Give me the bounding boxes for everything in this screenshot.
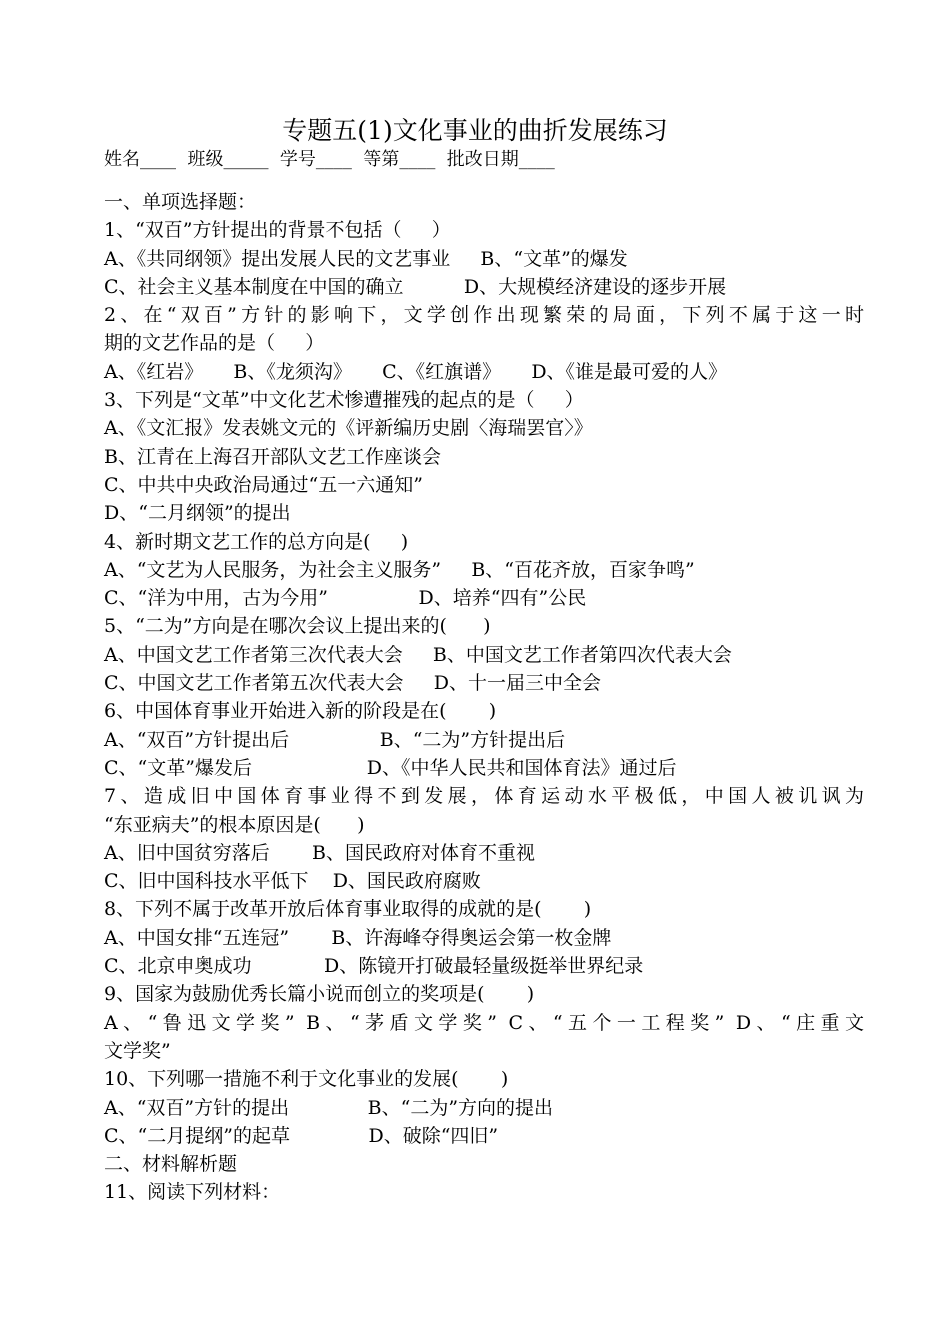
question-2-continued: 期的文艺作品的是（ ） bbox=[104, 332, 325, 355]
question-11: 11、阅读下列材料： bbox=[104, 1181, 281, 1204]
question-4-options-cd: C、“洋为中用，古为今用” D、培养“四有”公民 bbox=[104, 587, 587, 610]
question-8-options-cd: C、北京申奥成功 D、陈镜开打破最轻量级挺举世界纪录 bbox=[104, 955, 644, 978]
question-9-options: A、“鲁迅文学奖” B、“茅盾文学奖” C、“五个一工程奖” D、“庄重文 bbox=[104, 1011, 864, 1034]
question-6: 6、中国体育事业开始进入新的阶段是在( ) bbox=[104, 700, 497, 723]
question-10: 10、下列哪一措施不利于文化事业的发展( ) bbox=[104, 1068, 509, 1091]
section-heading-material: 二、材料解析题 bbox=[104, 1153, 238, 1176]
question-10-options-cd: C、“二月提纲”的起草 D、破除“四旧” bbox=[104, 1124, 499, 1147]
question-7: 7、造成旧中国体育事业得不到发展，体育运动水平极低，中国人被讥讽为 bbox=[104, 785, 864, 808]
question-3-option-d: D、“二月纲领”的提出 bbox=[104, 502, 291, 525]
question-1: 1、“双百”方针提出的背景不包括（ ） bbox=[104, 219, 451, 242]
question-8: 8、下列不属于改革开放后体育事业取得的成就的是( ) bbox=[104, 898, 592, 921]
question-body bbox=[104, 188, 864, 1207]
question-5-options-cd: C、中国文艺工作者第五次代表大会 D、十一届三中全会 bbox=[104, 672, 601, 695]
question-8-options-ab: A、中国女排“五连冠” B、许海峰夺得奥运会第一枚金牌 bbox=[104, 926, 612, 949]
question-2: 2、在“双百”方针的影响下，文学创作出现繁荣的局面，下列不属于这一时 bbox=[104, 304, 864, 327]
question-9-options-continued: 文学奖” bbox=[104, 1039, 171, 1062]
question-5: 5、“二为”方向是在哪次会议上提出来的( ) bbox=[104, 615, 491, 638]
question-3-option-b: B、江青在上海召开部队文艺工作座谈会 bbox=[104, 445, 441, 468]
section-heading-choice: 一、单项选择题： bbox=[104, 191, 257, 213]
question-4: 4、新时期文艺工作的总方向是( ) bbox=[104, 530, 409, 553]
question-4-options-ab: A、“文艺为人民服务，为社会主义服务” B、“百花齐放，百家争鸣” bbox=[104, 558, 695, 581]
question-3: 3、下列是“文革”中文化艺术惨遭摧残的起点的是（ ） bbox=[104, 389, 584, 412]
page-title: 专题五(1)文化事业的曲折发展练习 bbox=[282, 116, 668, 145]
question-2-options: A、《红岩》 B、《龙须沟》 C、《红旗谱》 D、《谁是最可爱的人》 bbox=[104, 360, 728, 383]
question-3-option-a: A、《文汇报》发表姚文元的《评新编历史剧〈海瑞罢官〉》 bbox=[104, 417, 593, 440]
question-3-option-c: C、中共中央政治局通过“五一六通知” bbox=[104, 473, 423, 496]
question-6-options-ab: A、“双百”方针提出后 B、“二为”方针提出后 bbox=[104, 728, 566, 751]
question-1-options-ab: A、《共同纲领》提出发展人民的文艺事业 B、“文革”的爆发 bbox=[104, 247, 628, 270]
question-9: 9、国家为鼓励优秀长篇小说而创立的奖项是( ) bbox=[104, 983, 535, 1006]
question-7-options-ab: A、旧中国贫穷落后 B、国民政府对体育不重视 bbox=[104, 841, 535, 864]
question-6-options-cd: C、“文革”爆发后 D、《中华人民共和国体育法》通过后 bbox=[104, 756, 677, 779]
question-5-options-ab: A、中国文艺工作者第三次代表大会 B、中国文艺工作者第四次代表大会 bbox=[104, 643, 732, 666]
question-1-options-cd: C、社会主义基本制度在中国的确立 D、大规模经济建设的逐步开展 bbox=[104, 275, 727, 298]
question-7-options-cd: C、旧中国科技水平低下 D、国民政府腐败 bbox=[104, 870, 481, 893]
question-7-continued: “东亚病夫”的根本原因是( ) bbox=[104, 813, 365, 836]
question-10-options-ab: A、“双百”方针的提出 B、“二为”方向的提出 bbox=[104, 1096, 554, 1119]
student-info-line: 姓名____ 班级_____ 学号____ 等第____ 批改日期____ bbox=[104, 149, 555, 170]
